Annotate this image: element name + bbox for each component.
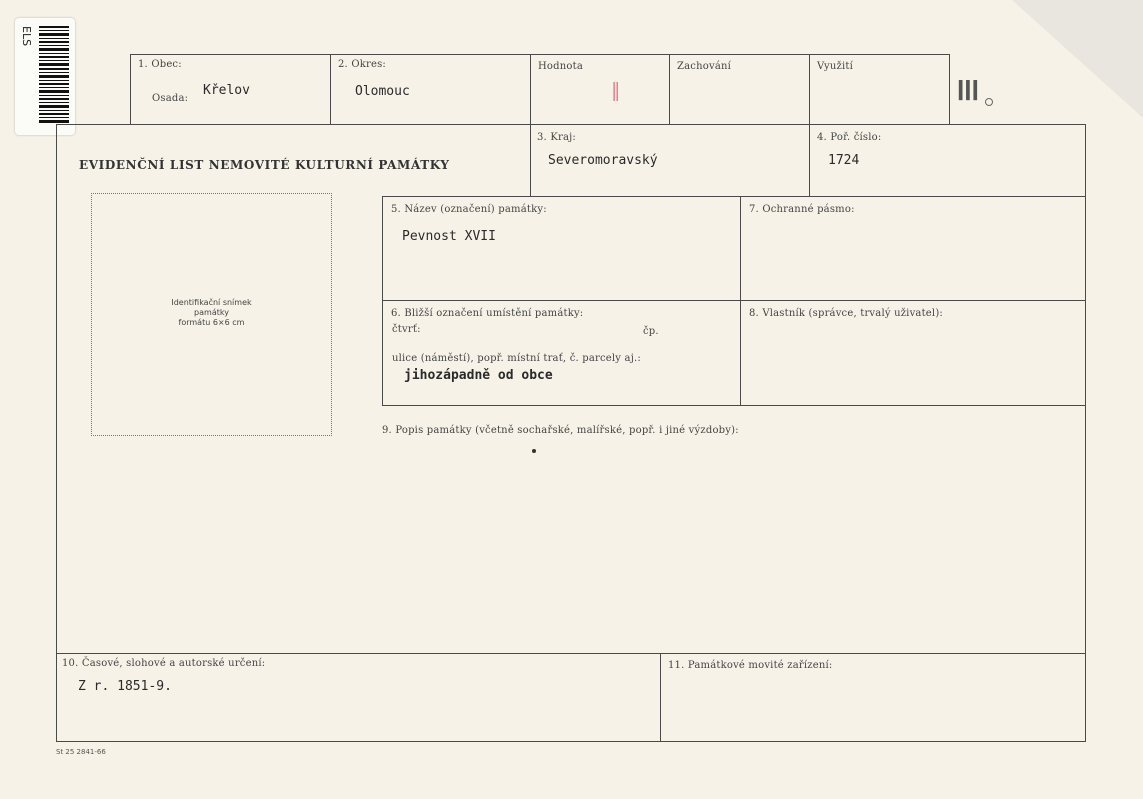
rule	[530, 54, 531, 197]
vlastnik-label: 8. Vlastník (správce, trvalý uživatel):	[749, 308, 943, 319]
ulice-value: jihozápadně od obce	[404, 368, 553, 383]
rule	[56, 124, 1086, 125]
osada-label: Osada:	[152, 93, 189, 104]
okres-value: Olomouc	[355, 84, 410, 99]
rule	[56, 741, 1086, 742]
rule	[130, 54, 950, 55]
rule	[56, 124, 57, 742]
hodnota-value: II	[612, 78, 619, 108]
por-cislo-value: 1724	[828, 153, 860, 168]
rule	[56, 653, 1086, 654]
stamp-dot	[985, 98, 993, 106]
ink-dot	[532, 449, 536, 453]
rule	[530, 196, 1086, 197]
barcode-sticker	[15, 18, 75, 135]
rule	[949, 54, 950, 124]
umisteni-label: 6. Bližší označení umístění památky:	[391, 308, 584, 319]
photo-text-line: památky	[194, 308, 229, 317]
rule	[669, 54, 670, 124]
rule	[130, 54, 131, 124]
rule	[382, 300, 1086, 301]
ochranne-pasmo-label: 7. Ochranné pásmo:	[749, 204, 855, 215]
popis-label: 9. Popis památky (včetně sochařské, malířské, popř. i jiné výzdoby):	[382, 425, 739, 436]
rule	[382, 196, 383, 406]
vyuziti-label: Využití	[817, 61, 853, 72]
movite-label: 11. Památkové movité zařízení:	[668, 660, 833, 671]
photo-placeholder	[91, 193, 332, 436]
nazev-value: Pevnost XVII	[402, 229, 496, 244]
hodnota-label: Hodnota	[538, 61, 583, 72]
okres-label: 2. Okres:	[338, 59, 386, 70]
ctvrt-label: čtvrť:	[392, 324, 421, 335]
casove-value: Z r. 1851-9.	[78, 679, 172, 694]
obec-label: 1. Obec:	[138, 59, 182, 70]
zachovani-label: Zachování	[677, 61, 732, 72]
rule	[382, 196, 531, 197]
rule	[330, 54, 331, 124]
form-title: EVIDENČNÍ LIST NEMOVITÉ KULTURNÍ PAMÁTKY	[79, 158, 450, 172]
category-stamp: III	[957, 74, 979, 107]
osada-value: Křelov	[203, 83, 250, 98]
print-code: St 25 2841-66	[56, 748, 106, 756]
rule	[740, 196, 741, 406]
sticker-label: ELS	[20, 26, 33, 47]
nazev-label: 5. Název (označení) památky:	[391, 204, 547, 215]
rule	[1085, 124, 1086, 742]
barcode-icon	[39, 26, 69, 126]
rule	[660, 653, 661, 742]
rule	[382, 405, 1086, 406]
casove-label: 10. Časové, slohové a autorské určení:	[62, 658, 266, 669]
ulice-label: ulice (náměstí), popř. místní trať, č. parcely aj.:	[392, 353, 641, 364]
cp-label: čp.	[643, 326, 659, 337]
photo-text-line: formátu 6×6 cm	[178, 318, 245, 327]
rule	[809, 54, 810, 197]
photo-text-line: Identifikační snímek	[171, 298, 252, 307]
kraj-label: 3. Kraj:	[537, 132, 577, 143]
kraj-value: Severomoravský	[548, 153, 658, 168]
por-cislo-label: 4. Poř. číslo:	[817, 132, 882, 143]
